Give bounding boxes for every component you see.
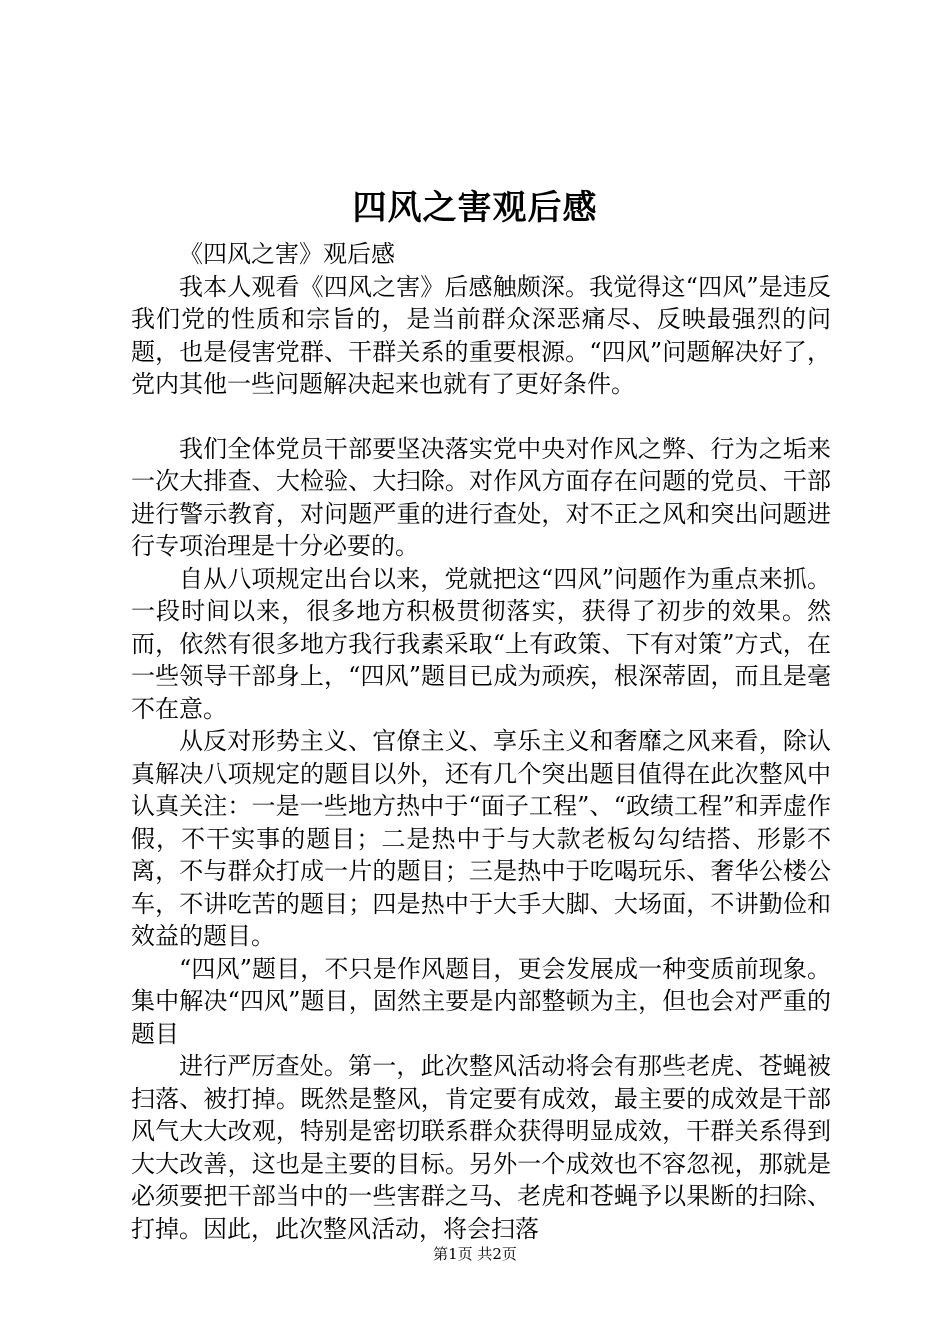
page-number-footer: 第1页 共2页 — [433, 1245, 517, 1263]
paragraph: 进行严厉查处。第一，此次整风活动将会有那些老虎、苍蝇被扫落、被打掉。既然是整风，肯定要有成效，最主要的成效是干部风气大大改观，特别是密切联系群众获得明显成效，干群关系得到大大改善，这也是主要的目标。另外一个成效也不容忽视，那就是必须要把干部当中的一些害群之马、老虎和苍蝇予以果断的扫除、打掉。因此，此次整风活动，将会扫落 — [131, 1052, 831, 1243]
page-title: 四风之害观后感 — [352, 188, 598, 228]
document-body — [131, 238, 831, 1245]
paragraph: “四风”题目，不只是作风题目，更会发展成一种变质前现象。集中解决“四风”题目，固然主要是内部整顿为主，但也会对严重的题目 — [131, 954, 831, 1048]
paragraph: 我们全体党员干部要坚决落实党中央对作风之弊、行为之垢来一次大排查、大检验、大扫除。对作风方面存在问题的党员、干部进行警示教育，对问题严重的进行查处，对不正之风和突出问题进行专项治理是十分必要的。 — [131, 434, 831, 560]
paragraph-subtitle: 《四风之害》观后感 — [179, 240, 395, 268]
paragraph: 从反对形势主义、官僚主义、享乐主义和奢靡之风来看，除认真解决八项规定的题目以外，还有几个突出题目值得在此次整风中认真关注：一是一些地方热中于“面子工程”、“政绩工程”和弄虚作假，不干实事的题目；二是热中于与大款老板勾勾结搭、形影不离，不与群众打成一片的题目；三是热中于吃喝玩乐、奢华公楼公车，不讲吃苦的题目；四是热中于大手大脚、大场面，不讲勤俭和效益的题目。 — [131, 727, 831, 950]
paragraph: 我本人观看《四风之害》后感触颇深。我觉得这“四风”是违反我们党的性质和宗旨的，是当前群众深恶痛尽、反映最强烈的问题，也是侵害党群、干群关系的重要根源。“四风”问题解决好了，党内其他一些问题解决起来也就有了更好条件。 — [131, 272, 831, 398]
paragraph: 自从八项规定出台以来，党就把这“四风”问题作为重点来抓。一段时间以来，很多地方积极贯彻落实，获得了初步的效果。然而，依然有很多地方我行我素采取“上有政策、下有对策”方式，在一些领导干部身上，“四风”题目已成为顽疾，根深蒂固，而且是毫不在意。 — [131, 564, 831, 723]
